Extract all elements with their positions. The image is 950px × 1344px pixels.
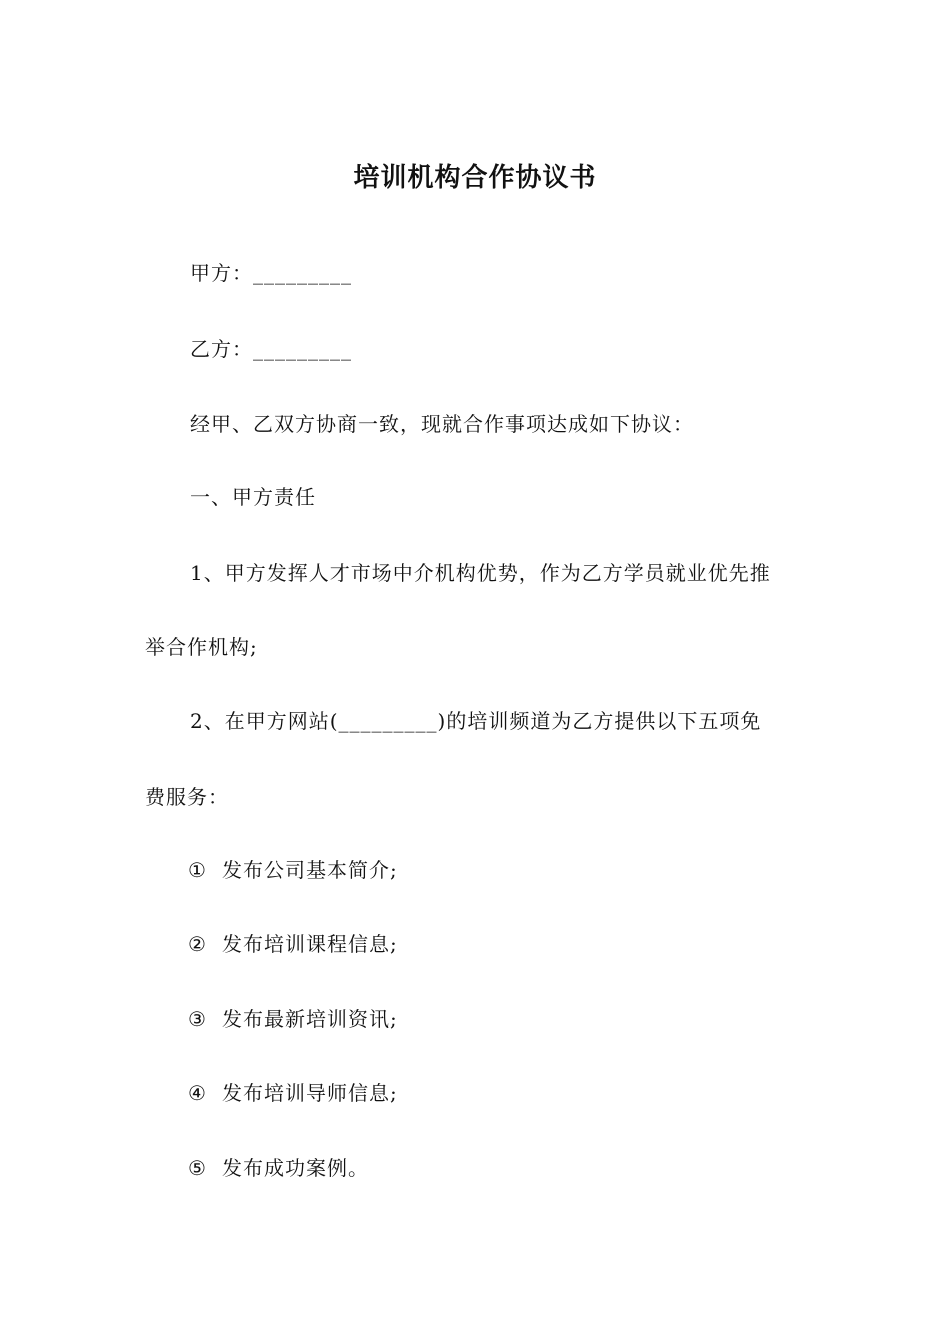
service-text: 发布培训课程信息; (222, 932, 398, 956)
clause-2-line-2: 费服务： (145, 785, 229, 809)
clause-1-line-1: 1、甲方发挥人才市场中介机构优势，作为乙方学员就业优先推 (190, 561, 771, 585)
party-b-line: 乙方：_________ (190, 337, 352, 361)
service-item (188, 1078, 398, 1108)
list-marker: ④ (188, 1081, 207, 1105)
service-text: 发布成功案例。 (222, 1156, 369, 1180)
list-marker: ⑤ (188, 1156, 207, 1180)
list-marker: ① (188, 858, 207, 882)
service-text: 发布公司基本简介; (222, 858, 398, 882)
party-a-line: 甲方：_________ (190, 261, 352, 285)
service-item (188, 1153, 369, 1183)
section-heading: 一、甲方责任 (190, 485, 316, 509)
service-item (188, 855, 398, 885)
document-title: 培训机构合作协议书 (353, 163, 597, 193)
clause-1-line-2: 举合作机构; (145, 635, 258, 659)
preamble-paragraph: 经甲、乙双方协商一致，现就合作事项达成如下协议： (190, 412, 694, 436)
list-marker: ② (188, 932, 207, 956)
clause-2-line-1: 2、在甲方网站(_________)的培训频道为乙方提供以下五项免 (190, 709, 762, 733)
service-item (188, 1004, 398, 1034)
service-text: 发布最新培训资讯; (222, 1007, 398, 1031)
service-text: 发布培训导师信息; (222, 1081, 398, 1105)
service-item (188, 929, 398, 959)
list-marker: ③ (188, 1007, 207, 1031)
